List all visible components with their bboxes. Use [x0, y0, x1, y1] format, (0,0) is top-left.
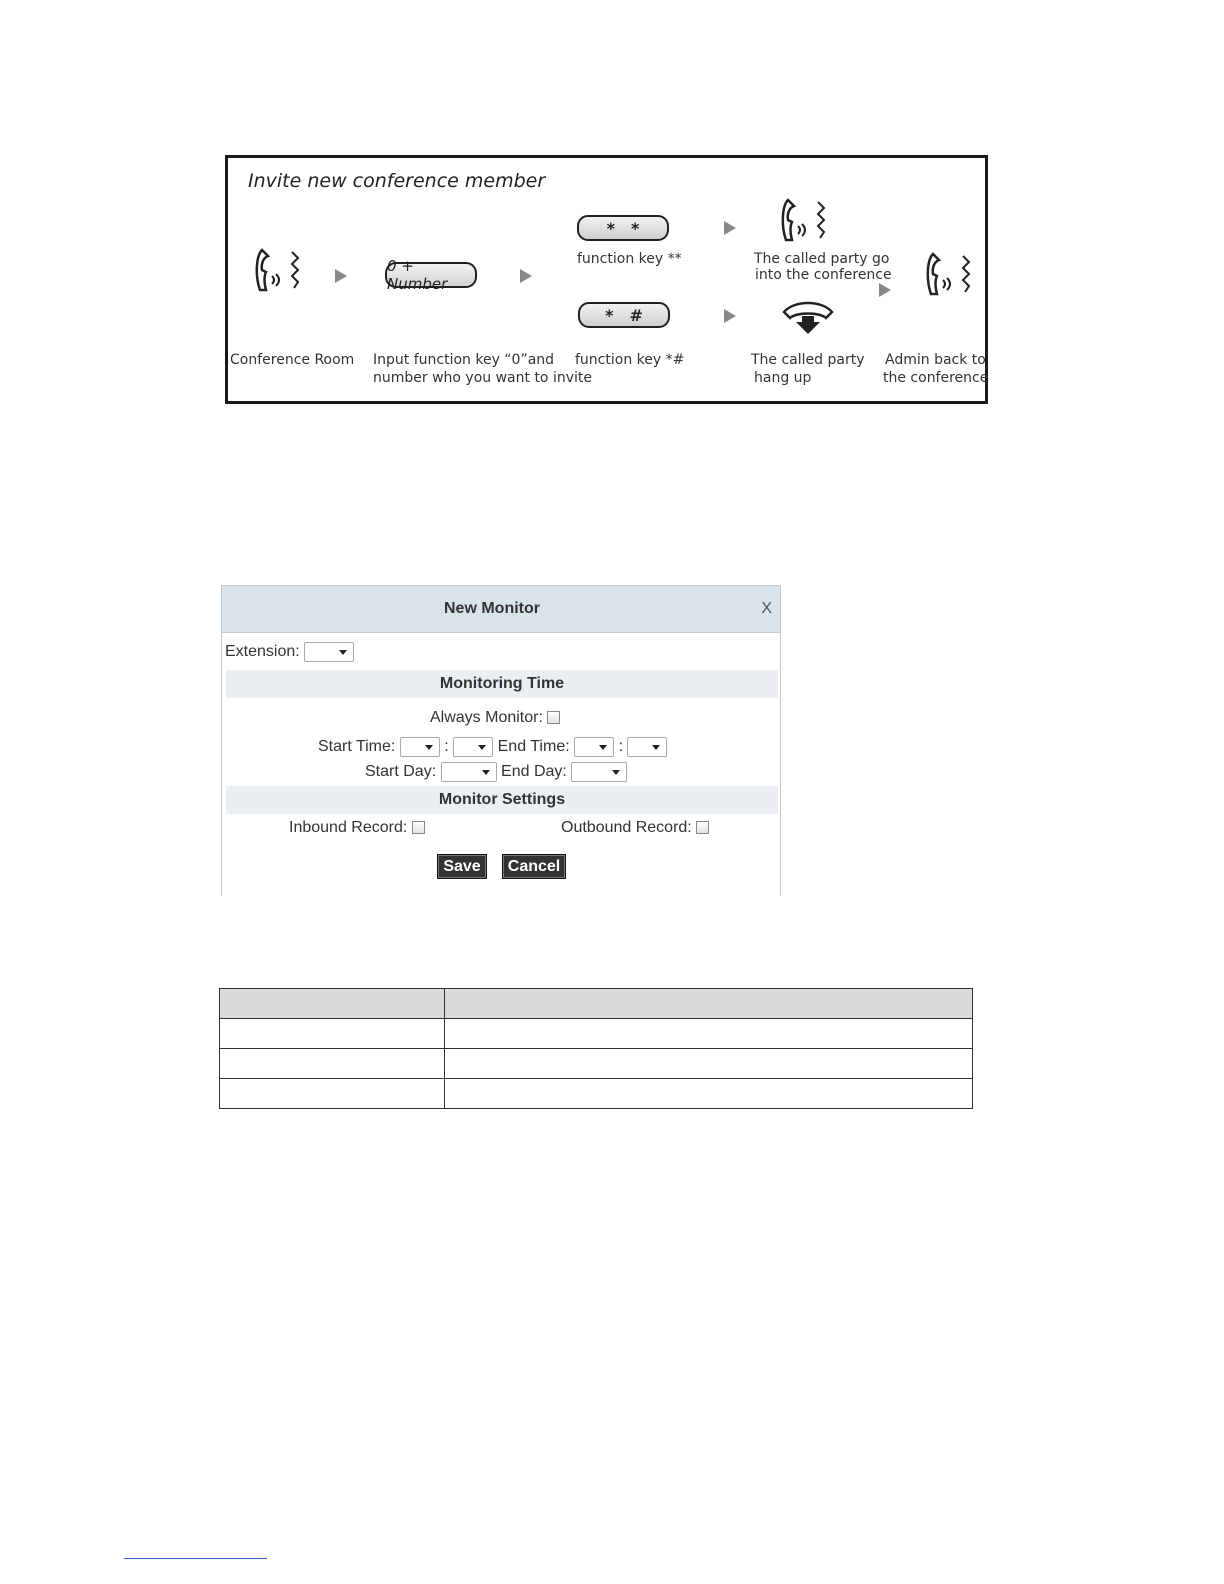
table-cell — [220, 1049, 445, 1079]
outbound-record-row — [561, 819, 709, 837]
data-table — [219, 988, 973, 1109]
number-key-label: 0 + Number — [387, 257, 448, 293]
phone-talking-icon — [252, 246, 308, 296]
table-header-cell — [220, 989, 445, 1019]
dialog-header — [222, 586, 780, 633]
time-separator: : — [618, 738, 624, 756]
cancel-button[interactable]: Cancel — [502, 854, 566, 879]
label-hang-up-line2: hang up — [754, 370, 812, 386]
phone-talking-icon — [778, 196, 834, 246]
key-star-b: * — [631, 218, 640, 238]
hang-up-icon — [780, 298, 836, 336]
key-star: * — [605, 305, 614, 325]
footnote-divider — [124, 1558, 267, 1559]
inbound-record-checkbox[interactable] — [412, 821, 425, 834]
label-function-key-sh: function key *# — [575, 352, 685, 368]
always-monitor-label: Always Monitor: — [430, 709, 543, 726]
label-conference-room: Conference Room — [230, 352, 355, 368]
table-cell — [445, 1049, 973, 1079]
arrow-icon — [335, 269, 347, 283]
label-go-into-line1: The called party go — [754, 251, 890, 267]
arrow-icon — [724, 309, 736, 323]
label-hang-up-line1: The called party — [751, 352, 865, 368]
outbound-record-label: Outbound Record: — [561, 819, 692, 836]
monitor-settings-header: Monitor Settings — [226, 786, 778, 814]
label-input-line2: number who you want to invite — [373, 370, 592, 386]
key-star-hash — [578, 302, 670, 328]
start-day-select[interactable] — [441, 762, 497, 782]
new-monitor-dialog — [221, 585, 781, 896]
label-input-line1: Input function key “0”and — [373, 352, 555, 368]
arrow-icon — [879, 283, 891, 297]
table-row — [220, 1079, 973, 1109]
table-cell — [445, 1019, 973, 1049]
label-admin-line2: the conference — [883, 370, 989, 386]
always-monitor-checkbox[interactable] — [547, 711, 560, 724]
key-star-star — [577, 215, 669, 241]
end-day-select[interactable] — [571, 762, 627, 782]
table-cell — [220, 1079, 445, 1109]
table-row — [220, 1019, 973, 1049]
label-go-into-line2: into the conference — [755, 267, 892, 283]
extension-label: Extension: — [225, 643, 300, 661]
start-hour-select[interactable] — [400, 737, 440, 757]
end-time-label: End Time: — [497, 738, 570, 756]
end-day-label: End Day: — [501, 763, 567, 781]
table-cell — [220, 1019, 445, 1049]
arrow-icon — [724, 221, 736, 235]
start-day-label: Start Day: — [365, 763, 437, 781]
start-minute-select[interactable] — [453, 737, 493, 757]
table-cell — [445, 1079, 973, 1109]
extension-row — [225, 642, 354, 662]
inbound-record-row — [289, 819, 425, 837]
key-star-a: * — [606, 218, 615, 238]
extension-select[interactable] — [304, 642, 354, 662]
always-monitor-row — [430, 709, 560, 727]
monitoring-time-header: Monitoring Time — [226, 670, 778, 698]
end-minute-select[interactable] — [627, 737, 667, 757]
label-admin-line1: Admin back to — [885, 352, 986, 368]
start-time-label: Start Time: — [318, 738, 396, 756]
time-row — [318, 737, 667, 757]
outbound-record-checkbox[interactable] — [696, 821, 709, 834]
label-function-key-ss: function key ** — [577, 251, 682, 267]
save-button[interactable]: Save — [437, 854, 487, 879]
key-hash: # — [629, 305, 643, 325]
conference-invite-diagram — [225, 155, 988, 404]
dialog-title: New Monitor — [444, 600, 540, 617]
end-hour-select[interactable] — [574, 737, 614, 757]
close-button[interactable]: X — [761, 600, 772, 617]
phone-talking-icon — [923, 250, 979, 300]
arrow-icon — [520, 269, 532, 283]
diagram-title: Invite new conference member — [248, 170, 546, 192]
number-key-pill — [385, 257, 477, 293]
inbound-record-label: Inbound Record: — [289, 819, 408, 836]
day-row — [365, 762, 627, 782]
table-header-row — [220, 989, 973, 1019]
table-header-cell — [445, 989, 973, 1019]
time-separator: : — [444, 738, 449, 756]
table-row — [220, 1049, 973, 1079]
